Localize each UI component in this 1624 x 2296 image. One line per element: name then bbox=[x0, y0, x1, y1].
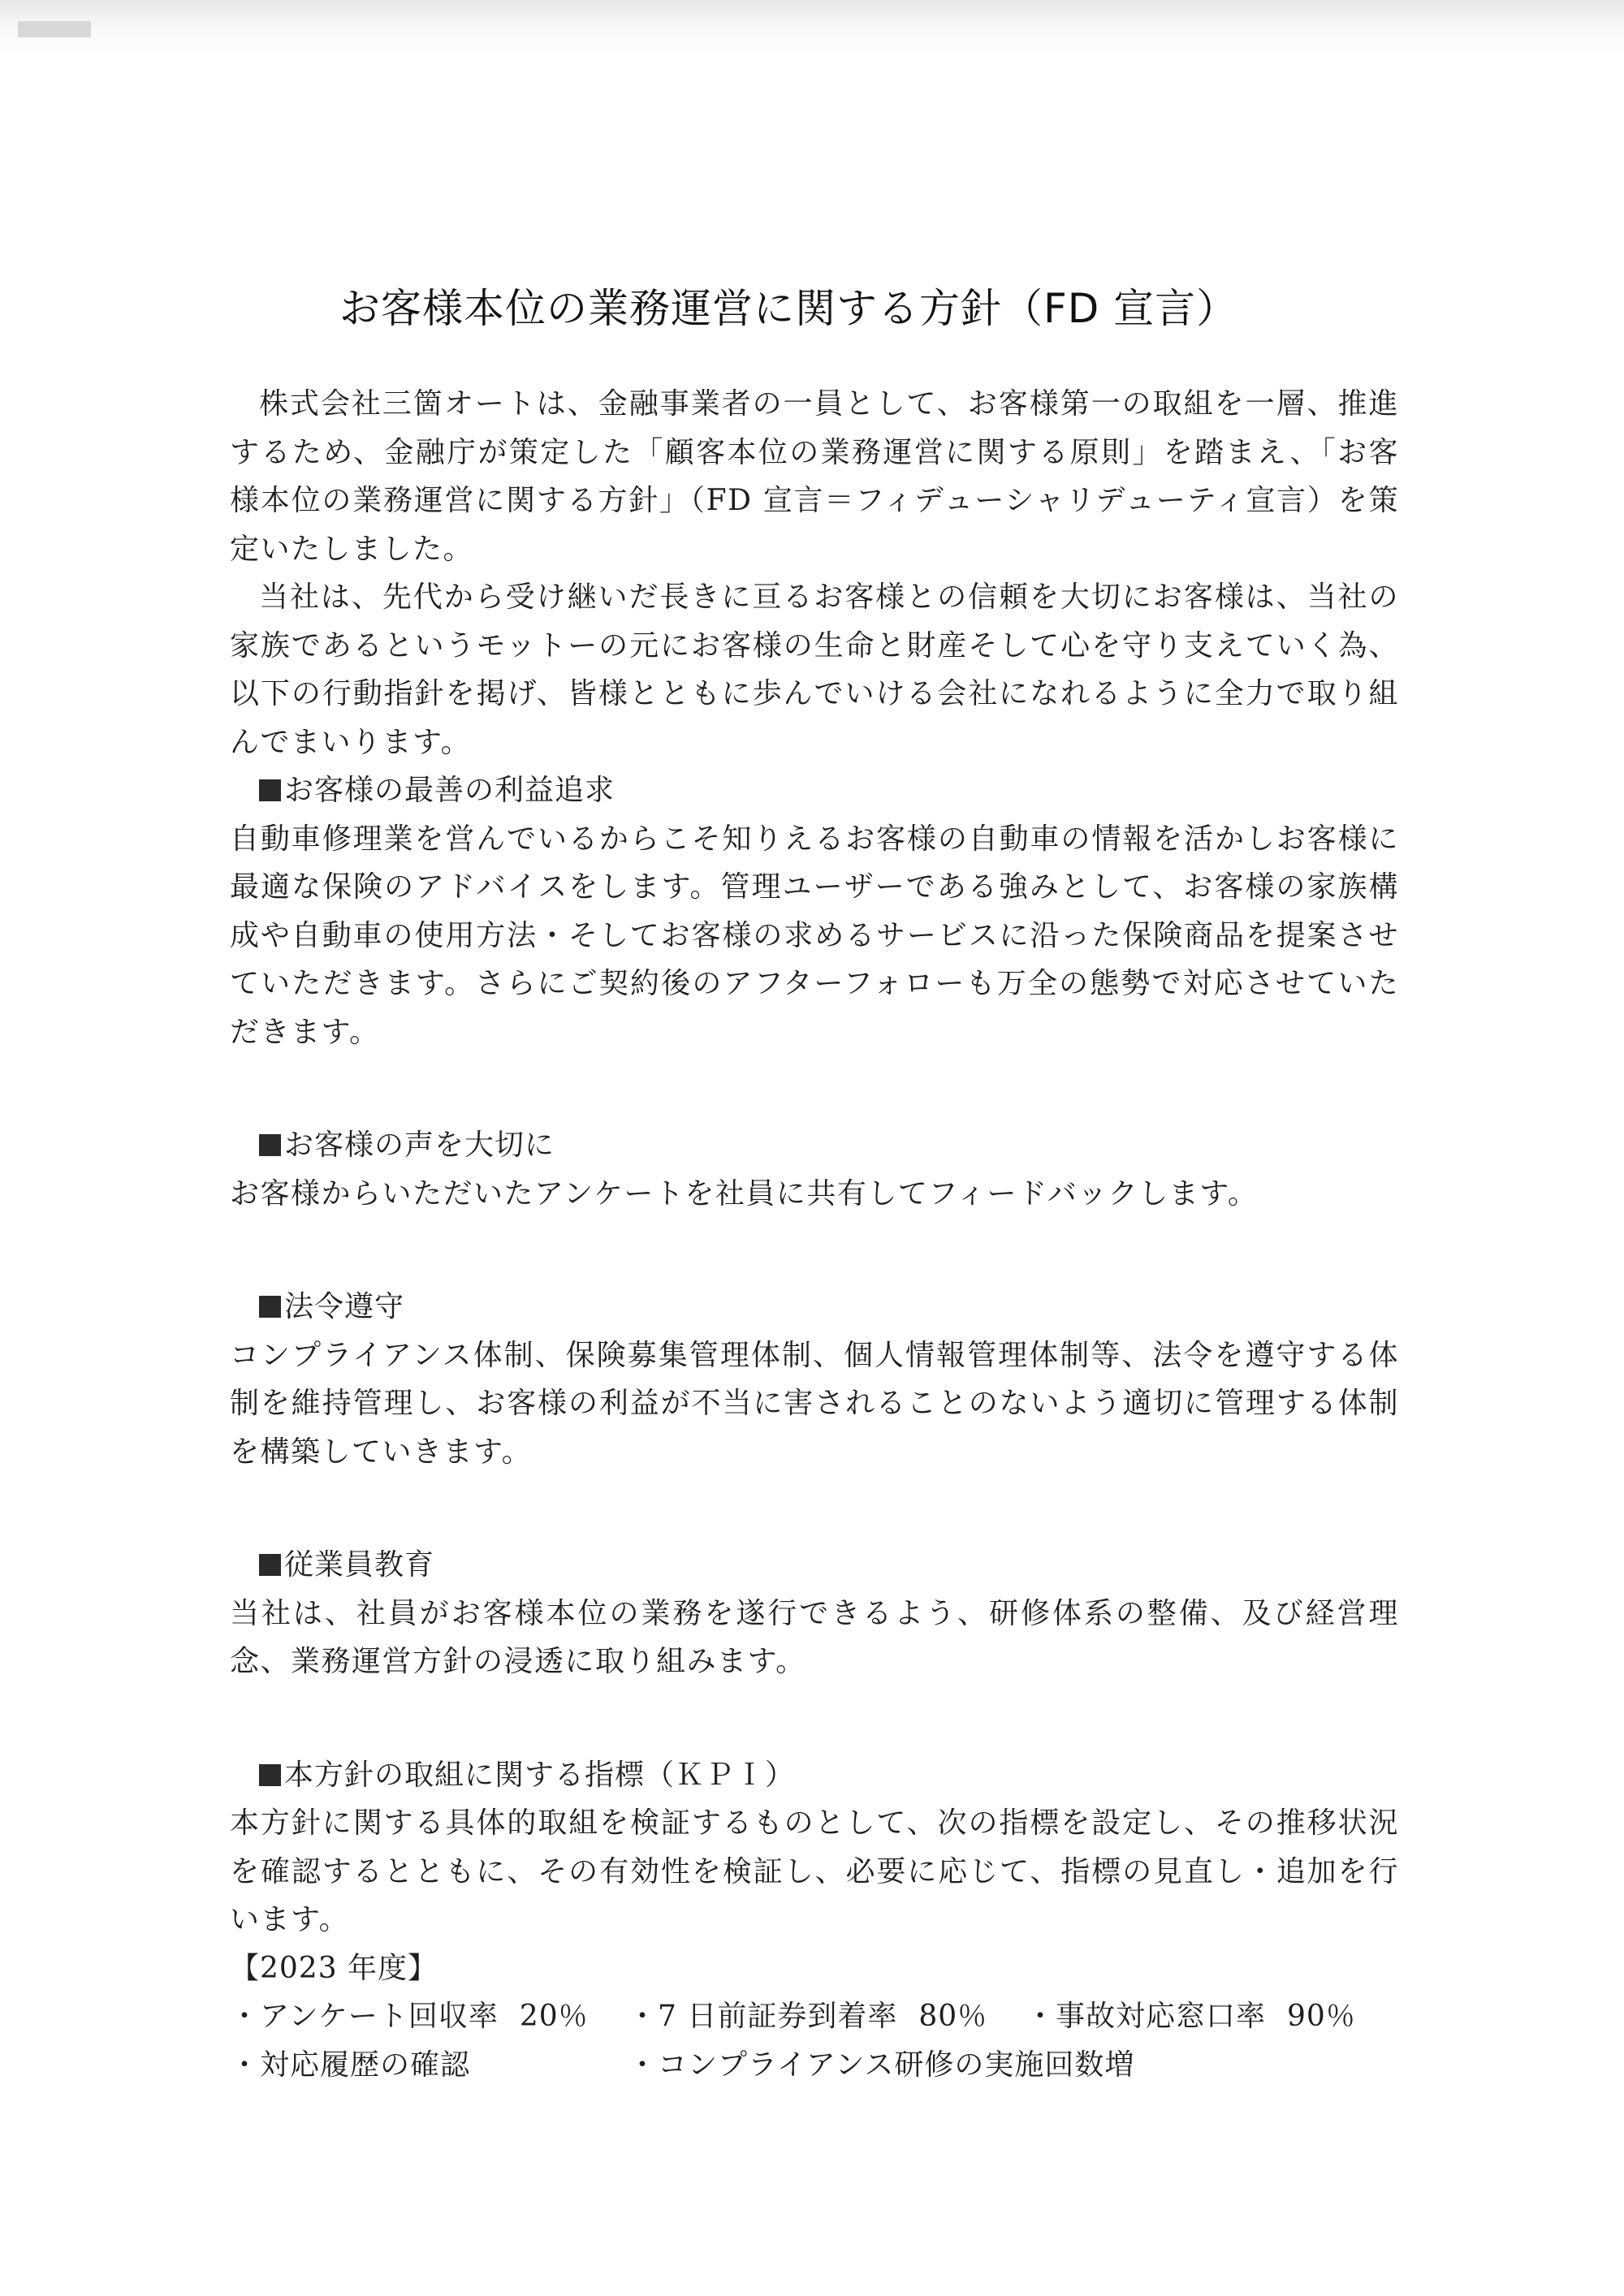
intro-paragraph-2: 当社は、先代から受け継いだ長きに亘るお客様との信頼を大切にお客様は、当社の家族であるというモットーの元にお客様の生命と財産そして心を守り支えていく為、以下の行動指針を掲げ、皆様とともに歩んでいける会社になれるように全力で取り組んでまいります。 bbox=[230, 580, 1399, 759]
section-best-interest bbox=[230, 766, 1399, 1056]
spacer bbox=[230, 1476, 1399, 1541]
square-bullet-icon bbox=[259, 1554, 281, 1576]
section-body: 当社は、社員がお客様本位の業務を遂行できるよう、研修体系の整備、及び経営理念、業務運営方針の浸透に取り組みます。 bbox=[230, 1596, 1399, 1678]
document-title: お客様本位の業務運営に関する方針（FD 宣言） bbox=[339, 285, 1238, 332]
kpi-item bbox=[230, 2041, 628, 2090]
kpi-value: 90％ bbox=[1287, 2000, 1356, 2033]
kpi-label: ・コンプライアンス研修の実施回数増 bbox=[628, 2048, 1135, 2082]
section-heading bbox=[230, 1751, 1399, 1800]
scan-edge-shadow bbox=[0, 0, 1624, 57]
square-bullet-icon bbox=[259, 1134, 281, 1156]
section-body: 本方針に関する具体的取組を検証するものとして、次の指標を設定し、その推移状況を確認するとともに、その有効性を検証し、必要に応じて、指標の見直し・追加を行います。 bbox=[230, 1806, 1399, 1936]
kpi-label: ・アンケート回収率 bbox=[230, 2000, 499, 2033]
kpi-row-1 bbox=[230, 1992, 1399, 2041]
section-body: お客様からいただいたアンケートを社員に共有してフィードバックします。 bbox=[230, 1176, 1259, 1211]
kpi-label: ・対応履歴の確認 bbox=[230, 2048, 471, 2082]
section-heading bbox=[230, 766, 1399, 815]
section-heading-text: 従業員教育 bbox=[284, 1548, 435, 1582]
intro-paragraph-1: 株式会社三箇オートは、金融事業者の一員として、お客様第一の取組を一層、推進するため、金融庁が策定した「顧客本位の業務運営に関する原則」を踏まえ、「お客様本位の業務運営に関する方針」（FD 宣言＝フィデューシャリデューティ宣言）を策定いたしました。 bbox=[230, 387, 1399, 566]
section-body: 自動車修理業を営んでいるからこそ知りえるお客様の自動車の情報を活かしお客様に最適な保険のアドバイスをします。管理ユーザーである強みとして、お客様の家族構成や自動車の使用方法・そしてお客様の求めるサービスに沿った保険商品を提案させていただきます。さらにご契約後のアフターフォローも万全の態勢で対応させていただきます。 bbox=[230, 822, 1399, 1049]
kpi-value: 80％ bbox=[918, 2000, 988, 2033]
section-heading-text: お客様の最善の利益追求 bbox=[284, 774, 615, 807]
kpi-row-2 bbox=[230, 2041, 1399, 2090]
section-heading-text: 法令遵守 bbox=[284, 1290, 405, 1323]
section-heading-text: お客様の声を大切に bbox=[284, 1129, 555, 1162]
kpi-label: ・事故対応窓口率 bbox=[1026, 2000, 1267, 2033]
kpi-item bbox=[628, 1992, 1026, 2041]
section-heading bbox=[230, 1283, 1399, 1331]
kpi-year-label: 【2023 年度】 bbox=[230, 1951, 438, 1985]
kpi-item bbox=[1026, 1992, 1399, 2041]
kpi-value: 20％ bbox=[519, 2000, 589, 2033]
square-bullet-icon bbox=[259, 1296, 281, 1318]
section-employee-education bbox=[230, 1541, 1399, 1686]
section-kpi bbox=[230, 1751, 1399, 2090]
section-heading bbox=[230, 1121, 1399, 1170]
spacer bbox=[230, 1686, 1399, 1751]
section-body: コンプライアンス体制、保険募集管理体制、個人情報管理体制等、法令を遵守する体制を維持管理し、お客様の利益が不当に害されることのないよう適切に管理する体制を構築していきます。 bbox=[230, 1338, 1399, 1469]
section-customer-voice bbox=[230, 1121, 1399, 1218]
square-bullet-icon bbox=[259, 779, 281, 801]
section-heading bbox=[230, 1541, 1399, 1590]
spacer bbox=[230, 1056, 1399, 1121]
square-bullet-icon bbox=[259, 1764, 281, 1786]
section-compliance bbox=[230, 1283, 1399, 1476]
section-heading-text: 本方針の取組に関する指標（ＫＰＩ） bbox=[284, 1758, 796, 1792]
kpi-label: ・7 日前証券到着率 bbox=[628, 2000, 898, 2033]
scan-mark bbox=[18, 21, 91, 37]
kpi-item bbox=[628, 2041, 1134, 2090]
document-page bbox=[230, 283, 1399, 2089]
kpi-item bbox=[230, 1992, 628, 2041]
spacer bbox=[230, 1218, 1399, 1283]
